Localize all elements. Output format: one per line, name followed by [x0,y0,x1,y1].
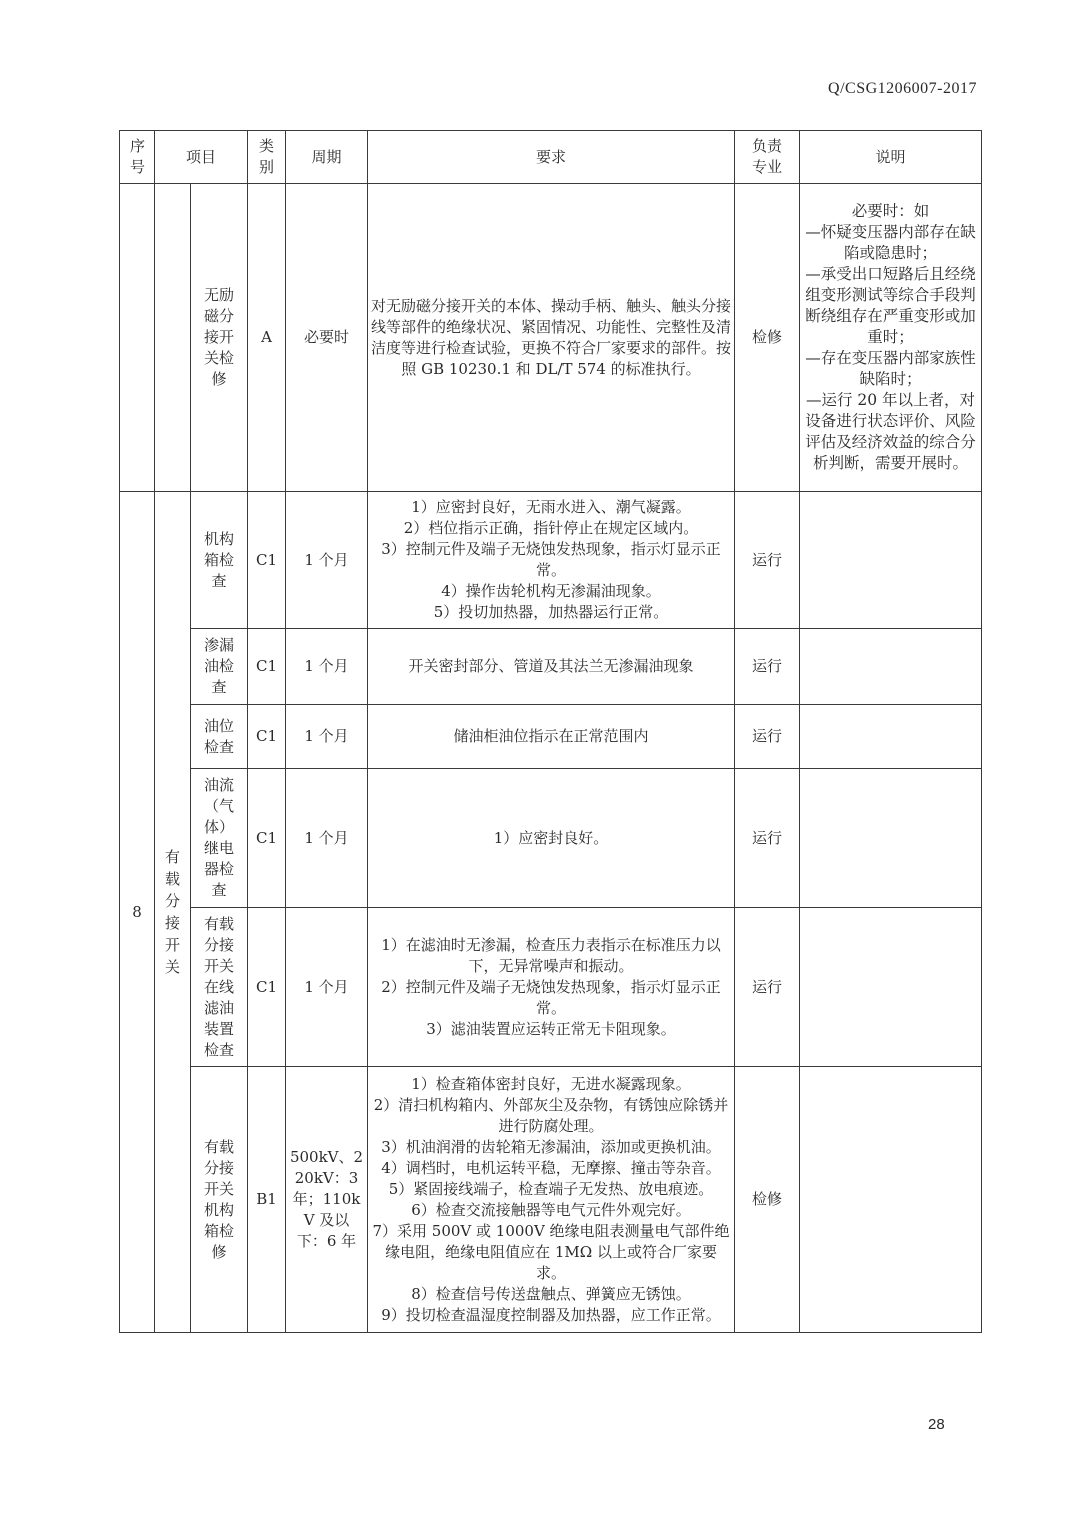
requirement-line: 8）检查信号传送盘触点、弹簧应无锈蚀。 [411,1284,691,1303]
note-line: —运行 20 年以上者，对设备进行状态评价、风险评估及经济效益的综合分析判断，需要开展时。 [805,391,976,472]
col-header-responsible: 负责专业 [735,131,800,184]
col-header-requirement: 要求 [368,131,735,184]
table-header-row [120,131,982,184]
document-code: Q/CSG1206007-2017 [828,80,977,97]
responsible-cell: 运行 [735,629,800,705]
page-number: 28 [928,1416,945,1433]
note-cell [800,705,982,769]
requirement-line: 开关密封部分、管道及其法兰无渗漏油现象 [408,657,694,675]
type-cell: B1 [248,1067,286,1333]
maintenance-table [119,130,982,1333]
item-cell: 渗漏油检查 [191,629,248,705]
responsible-cell: 检修 [735,1067,800,1333]
col-header-note: 说明 [800,131,982,184]
table-row [120,705,982,769]
note-cell [800,769,982,908]
col-header-period: 周期 [286,131,368,184]
requirement-cell [368,769,735,908]
requirement-cell [368,705,735,769]
table-row [120,769,982,908]
note-line: —存在变压器内部家族性缺陷时； [805,349,976,388]
note-line: —承受出口短路后且经绕组变形测试等综合手段判断绕组存在严重变形或加重时； [805,265,976,346]
requirement-cell [368,908,735,1067]
note-cell [800,1067,982,1333]
requirement-line: 储油柜油位指示在正常范围内 [453,727,649,745]
requirement-line: 5）投切加热器，加热器运行正常。 [433,603,669,621]
responsible-cell: 检修 [735,184,800,492]
table-row [120,184,982,492]
item-cell: 油位检查 [191,705,248,769]
type-cell: C1 [248,769,286,908]
note-cell [800,184,982,492]
col-header-seq: 序号 [120,131,155,184]
requirement-line: 3）滤油装置应运转正常无卡阻现象。 [426,1019,676,1038]
table-row [120,492,982,629]
note-line: 必要时：如 [851,202,930,220]
table-row [120,908,982,1067]
period-cell: 1 个月 [286,492,368,629]
note-cell [800,908,982,1067]
requirement-cell [368,492,735,629]
requirement-cell: 对无励磁分接开关的本体、操动手柄、触头、触头分接线等部件的绝缘状况、紧固情况、功能性、完整性及清洁度等进行检查试验，更换不符合厂家要求的部件。按照 GB 10230.1 和 DL/T 574 的标准执行。 [368,184,735,492]
note-cell [800,629,982,705]
requirement-line: 1）检查箱体密封良好，无进水凝露现象。 [411,1074,691,1093]
group-cell-empty [155,184,191,492]
item-cell: 油流（气体）继电器检查 [191,769,248,908]
group-seq-cell: 8 [120,492,155,1333]
group-name: 有载分接开关 [165,848,181,976]
note-cell [800,492,982,629]
group-name-cell [155,492,191,1333]
col-header-item: 项目 [155,131,248,184]
item-cell: 机构箱检查 [191,492,248,629]
requirement-line: 2）档位指示正确，指针停止在规定区域内。 [403,519,699,537]
requirement-line: 1）在滤油时无渗漏，检查压力表指示在标准压力以下，无异常噪声和振动。 [381,935,721,975]
requirement-line: 4）操作齿轮机构无渗漏油现象。 [441,582,661,600]
responsible-cell: 运行 [735,705,800,769]
table-row [120,629,982,705]
type-cell: A [248,184,286,492]
period-cell: 500kV、220kV：3 年；110kV 及以下：6 年 [286,1067,368,1333]
requirement-line: 4）调档时，电机运转平稳，无摩擦、撞击等杂音。 [381,1158,721,1177]
requirement-line: 2）控制元件及端子无烧蚀发热现象，指示灯显示正常。 [381,977,721,1017]
requirement-line: 9）投切检查温湿度控制器及加热器，应工作正常。 [381,1305,721,1324]
requirement-line: 6）检查交流接触器等电气元件外观完好。 [411,1200,691,1219]
responsible-cell: 运行 [735,769,800,908]
col-header-type: 类别 [248,131,286,184]
responsible-cell: 运行 [735,908,800,1067]
responsible-cell: 运行 [735,492,800,629]
type-cell: C1 [248,705,286,769]
type-cell: C1 [248,908,286,1067]
period-cell: 必要时 [286,184,368,492]
requirement-cell [368,1067,735,1333]
requirement-line: 1）应密封良好。 [493,828,609,847]
requirement-line: 1）应密封良好，无雨水进入、潮气凝露。 [411,498,691,516]
requirement-line: 7）采用 500V 或 1000V 绝缘电阻表测量电气部件绝缘电阻，绝缘电阻值应在 1MΩ 以上或符合厂家要求。 [372,1221,730,1282]
period-cell: 1 个月 [286,629,368,705]
requirement-line: 2）清扫机构箱内、外部灰尘及杂物，有锈蚀应除锈并进行防腐处理。 [373,1095,729,1135]
item-cell: 有载分接开关在线滤油装置检查 [191,908,248,1067]
table-row [120,1067,982,1333]
requirement-cell [368,629,735,705]
item-cell: 无励磁分接开关检修 [191,184,248,492]
seq-cell-empty [120,184,155,492]
item-cell: 有载分接开关机构箱检修 [191,1067,248,1333]
period-cell: 1 个月 [286,908,368,1067]
type-cell: C1 [248,492,286,629]
period-cell: 1 个月 [286,705,368,769]
requirement-line: 5）紧固接线端子，检查端子无发热、放电痕迹。 [388,1179,714,1198]
period-cell: 1 个月 [286,769,368,908]
requirement-line: 3）控制元件及端子无烧蚀发热现象，指示灯显示正常。 [381,540,721,579]
note-line: —怀疑变压器内部存在缺陷或隐患时； [805,223,976,262]
type-cell: C1 [248,629,286,705]
requirement-line: 3）机油润滑的齿轮箱无渗漏油，添加或更换机油。 [381,1137,721,1156]
